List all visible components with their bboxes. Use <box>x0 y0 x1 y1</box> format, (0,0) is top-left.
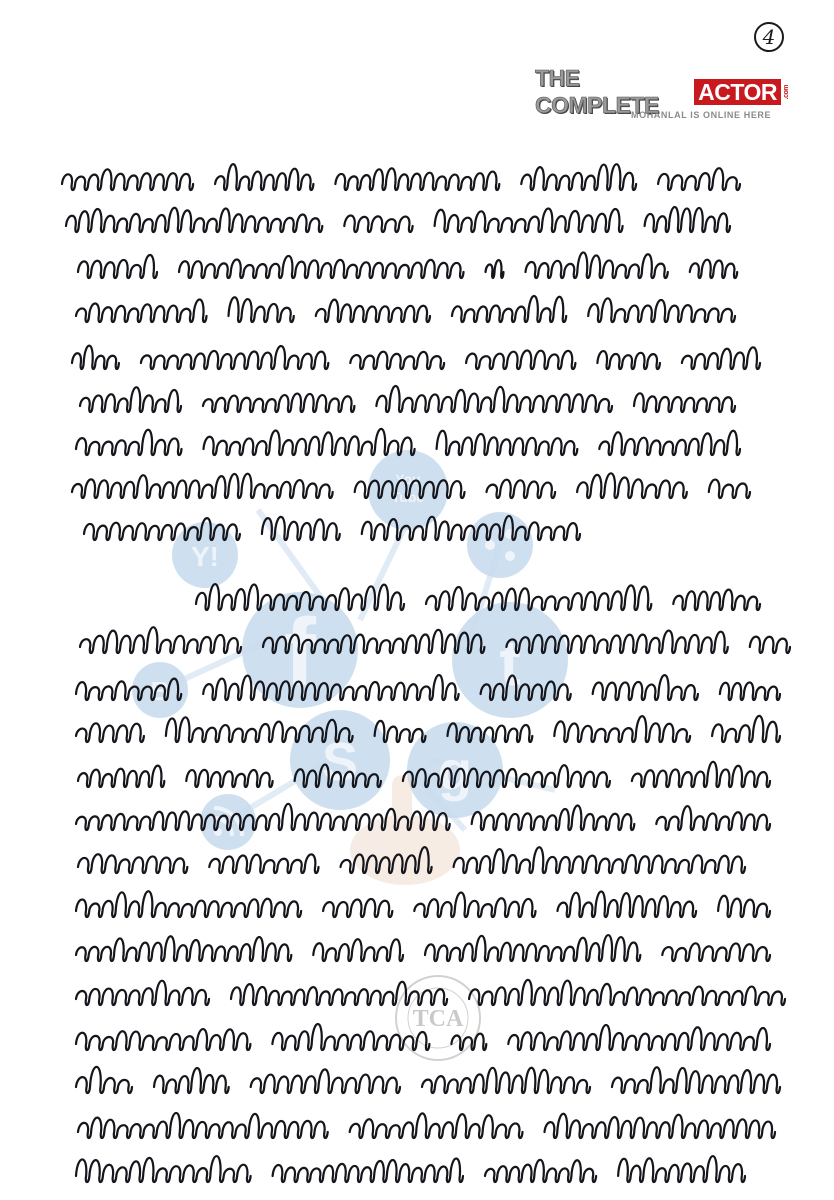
svg-text:g: g <box>437 739 473 802</box>
handwritten-line <box>196 582 760 616</box>
handwritten-line <box>76 1065 780 1099</box>
handwritten-line <box>76 977 785 1011</box>
handwritten-line <box>76 672 780 706</box>
svg-text:B: B <box>150 676 170 706</box>
handwritten-line <box>76 1022 770 1056</box>
svg-text:Y!: Y! <box>191 541 219 572</box>
svg-text:t: t <box>499 627 521 699</box>
handwritten-line <box>78 759 770 793</box>
svg-text:Tube: Tube <box>391 489 425 505</box>
handwritten-line <box>78 1110 775 1144</box>
svg-text:You: You <box>395 471 421 487</box>
handwritten-line <box>66 204 730 238</box>
handwritten-line <box>80 384 735 418</box>
handwritten-line <box>76 427 740 461</box>
handwritten-line <box>78 250 735 284</box>
brand-dotcom: .com <box>783 84 790 100</box>
handwritten-line <box>78 845 745 879</box>
handwritten-line <box>62 162 740 196</box>
handwritten-line <box>72 470 750 504</box>
handwritten-line <box>76 1154 745 1188</box>
brand-actor: ACTOR <box>694 79 781 105</box>
handwritten-line <box>76 714 780 748</box>
brand-tagline: MOHANLAL IS ONLINE HERE <box>631 110 772 120</box>
handwritten-line <box>80 625 790 659</box>
handwritten-line <box>76 889 770 923</box>
handwritten-line <box>84 512 580 546</box>
svg-text:f: f <box>284 599 316 706</box>
tca-seal-text: TCA <box>412 1006 464 1032</box>
svg-text:S: S <box>321 732 359 792</box>
handwritten-line <box>72 341 760 375</box>
handwritten-line <box>76 294 735 328</box>
brand-the-complete: THE COMPLETE <box>535 65 659 118</box>
handwritten-line <box>76 933 770 967</box>
handwritten-line <box>76 802 770 836</box>
page-number: 4 <box>754 22 784 52</box>
